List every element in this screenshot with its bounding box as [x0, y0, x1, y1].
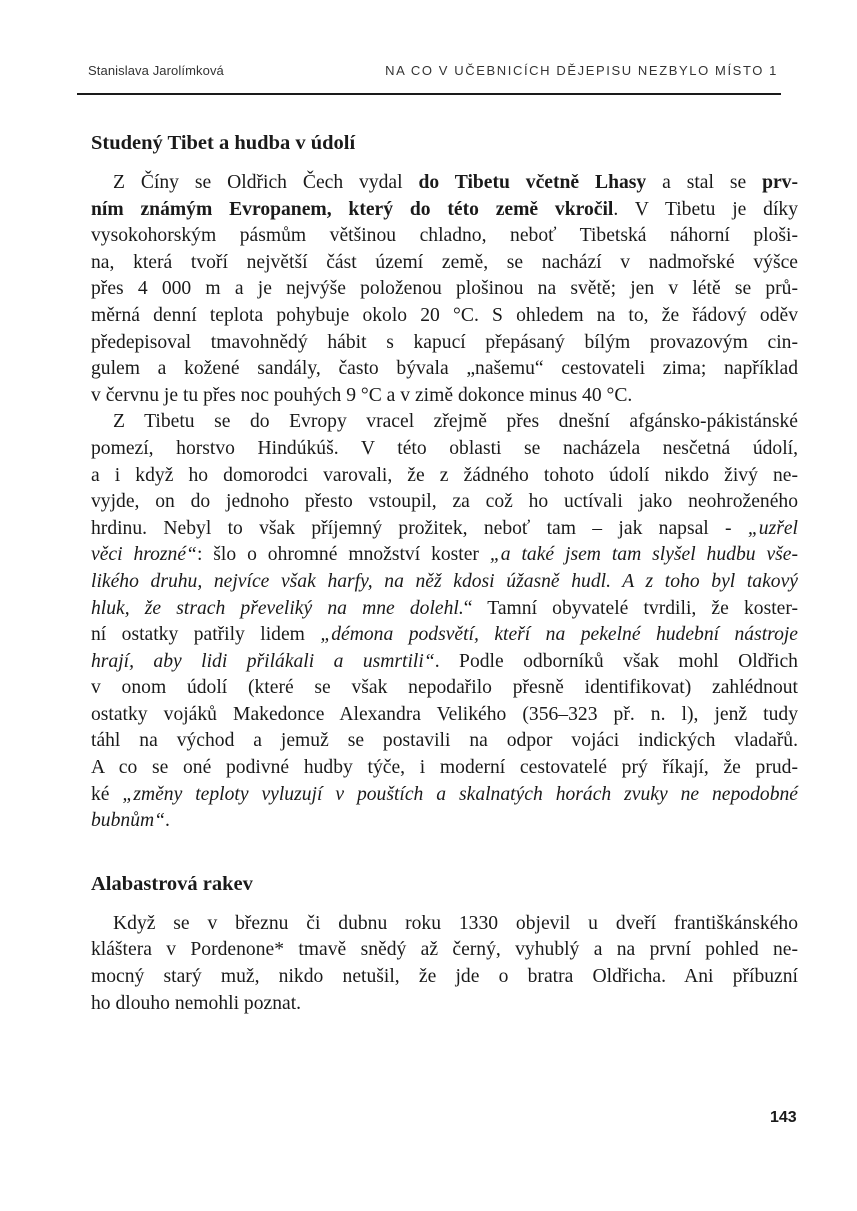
text-line: [91, 782, 798, 809]
italic-quote: bubnům“: [91, 810, 166, 832]
text-run: ostatky vojáků Makedonce Alexandra Velikého (356–323 př. n. l), jenž tudy: [91, 703, 798, 725]
text-run: : šlo o ohromné množství koster: [196, 544, 490, 566]
header-book-title: NA CO V UČEBNICÍCH DĚJEPISU NEZBYLO MÍSTO 1: [385, 63, 778, 78]
text-line: [91, 330, 798, 357]
italic-quote: „změny teploty vyluzují v pouštích a skalnatých horách zvuky ne nepodobné: [122, 783, 798, 805]
text-line: [91, 197, 798, 224]
text-line: [91, 436, 798, 463]
text-run: ké: [91, 783, 123, 805]
italic-quote: hluk, že strach převeliký na mne dolehl.: [91, 597, 464, 619]
text-run: ho dlouho nemohli poznat.: [91, 992, 302, 1014]
text-run: kláštera v Pordenone* tmavě snědý až černý, vyhublý a na první pohled ne-: [91, 939, 798, 961]
text-run: “ Tamní obyvatelé tvrdili, že koster-: [463, 597, 798, 619]
text-line: [91, 356, 798, 383]
text-run: vysokohorským pásmům většinou chladno, neboť Tibetská náhorní ploši-: [91, 225, 798, 247]
text-run: hrdinu. Nebyl to však příjemný prožitek, neboť tam – jak napsal -: [91, 517, 748, 539]
text-run: Z Číny se Oldřich Čech vydal: [113, 172, 419, 193]
text-run: přes 4 000 m a je nejvýše položenou plošinou na světě; jen v létě se prů-: [91, 278, 798, 300]
text-line: [91, 223, 798, 250]
text-run: Když se v březnu či dubnu roku 1330 objevil u dveří františkánského: [113, 912, 798, 934]
text-line: [91, 489, 798, 516]
text-run: na, která tvoří největší část území země, se nachází v nadmořské výšce: [91, 251, 798, 273]
text-line: [91, 303, 798, 330]
text-run: a i když ho domorodci varovali, že z žádného tohoto údolí nikdo živý ne-: [91, 464, 798, 486]
italic-quote: „démona podsvětí, kteří na pekelné hudební nástroje: [320, 624, 799, 646]
text-run: táhl na východ a jemuž se postavili na odpor vojáci indických vladařů.: [91, 730, 798, 752]
text-line: [91, 808, 798, 835]
text-run: předepisoval tmavohnědý hábit s kapucí přepásaný bílým provazovým cin-: [91, 331, 798, 353]
text-run: a stal se: [646, 172, 763, 193]
text-line: [91, 964, 798, 991]
text-line: [91, 649, 798, 676]
text-line: [91, 991, 798, 1018]
italic-quote: „a také jsem tam slyšel hudbu vše-: [489, 544, 798, 566]
text-line: [91, 596, 798, 623]
text-run: měrná denní teplota pohybuje okolo 20 °C. S ohledem na to, že řádový oděv: [91, 304, 798, 326]
text-run: .: [165, 810, 170, 832]
text-run: mocný starý muž, nikdo netušil, že jde o bratra Oldřicha. Ani příbuzní: [91, 966, 798, 988]
text-line: [91, 516, 798, 543]
text-run: gulem a kožené sandály, často bývala „našemu“ cestovateli zima; například: [91, 358, 798, 380]
text-line: [91, 755, 798, 782]
section-alabastrova-rakev: [91, 869, 798, 1017]
text-run: ní ostatky patřily lidem: [91, 624, 321, 646]
bold-emphasis: do Tibetu včetně Lhasy: [418, 172, 647, 193]
paragraph: [91, 409, 798, 835]
text-line: [91, 463, 798, 490]
text-line: [91, 383, 798, 410]
page-content: [91, 128, 798, 1017]
running-header: [88, 63, 778, 85]
text-run: Z Tibetu se do Evropy vracel zřejmě přes dnešní afgánsko-pákistánské: [113, 411, 798, 433]
text-run: . V Tibetu je díky: [613, 198, 798, 220]
header-rule: [77, 93, 781, 95]
text-line: [91, 675, 798, 702]
text-line: [91, 250, 798, 277]
page-number: 143: [770, 1109, 797, 1126]
italic-quote: likého druhu, nejvíce však harfy, na něž kdosi úžasně hudl. A z toho byl takový: [91, 570, 798, 592]
text-line: [91, 911, 798, 938]
text-run: vyjde, on do jednoho přesto vstoupil, za což ho uctívali jako neohroženého: [91, 491, 798, 513]
text-line: [91, 937, 798, 964]
text-line: [91, 569, 798, 596]
italic-quote: hrají, aby lidi přilákali a usmrtili“: [91, 650, 435, 672]
bold-emphasis: ním známým Evropanem, který do této země vkročil: [91, 198, 614, 220]
text-line: [91, 276, 798, 303]
header-author: Stanislava Jarolímková: [88, 63, 224, 78]
text-line: [91, 409, 798, 436]
section-studeny-tibet: [91, 128, 798, 835]
text-run: A co se oné podivné hudby týče, i moderní cestovatelé prý říkají, že prud-: [91, 757, 798, 779]
text-line: [91, 622, 798, 649]
text-run: v onom údolí (které se však nepodařilo přesně identifikovat) zahlédnout: [91, 677, 798, 699]
paragraph: [91, 911, 798, 1017]
text-line: [91, 702, 798, 729]
section-heading: Studený Tibet a hudba v údolí: [91, 132, 356, 154]
text-line: [91, 542, 798, 569]
text-line: [91, 170, 798, 197]
text-run: v červnu je tu přes noc pouhých 9 °C a v zimě dokonce minus 40 °C.: [91, 384, 633, 406]
text-line: [91, 728, 798, 755]
italic-quote: „uzřel: [747, 517, 798, 539]
text-run: . Podle odborníků však mohl Oldřich: [434, 650, 798, 672]
text-run: pomezí, horstvo Hindúkúš. V této oblasti se nacházela nesčetná údolí,: [91, 437, 798, 459]
section-heading: Alabastrová rakev: [91, 872, 253, 895]
bold-emphasis: prv-: [762, 172, 798, 193]
paragraph: [91, 170, 798, 409]
italic-quote: věci hrozné“: [91, 544, 197, 566]
